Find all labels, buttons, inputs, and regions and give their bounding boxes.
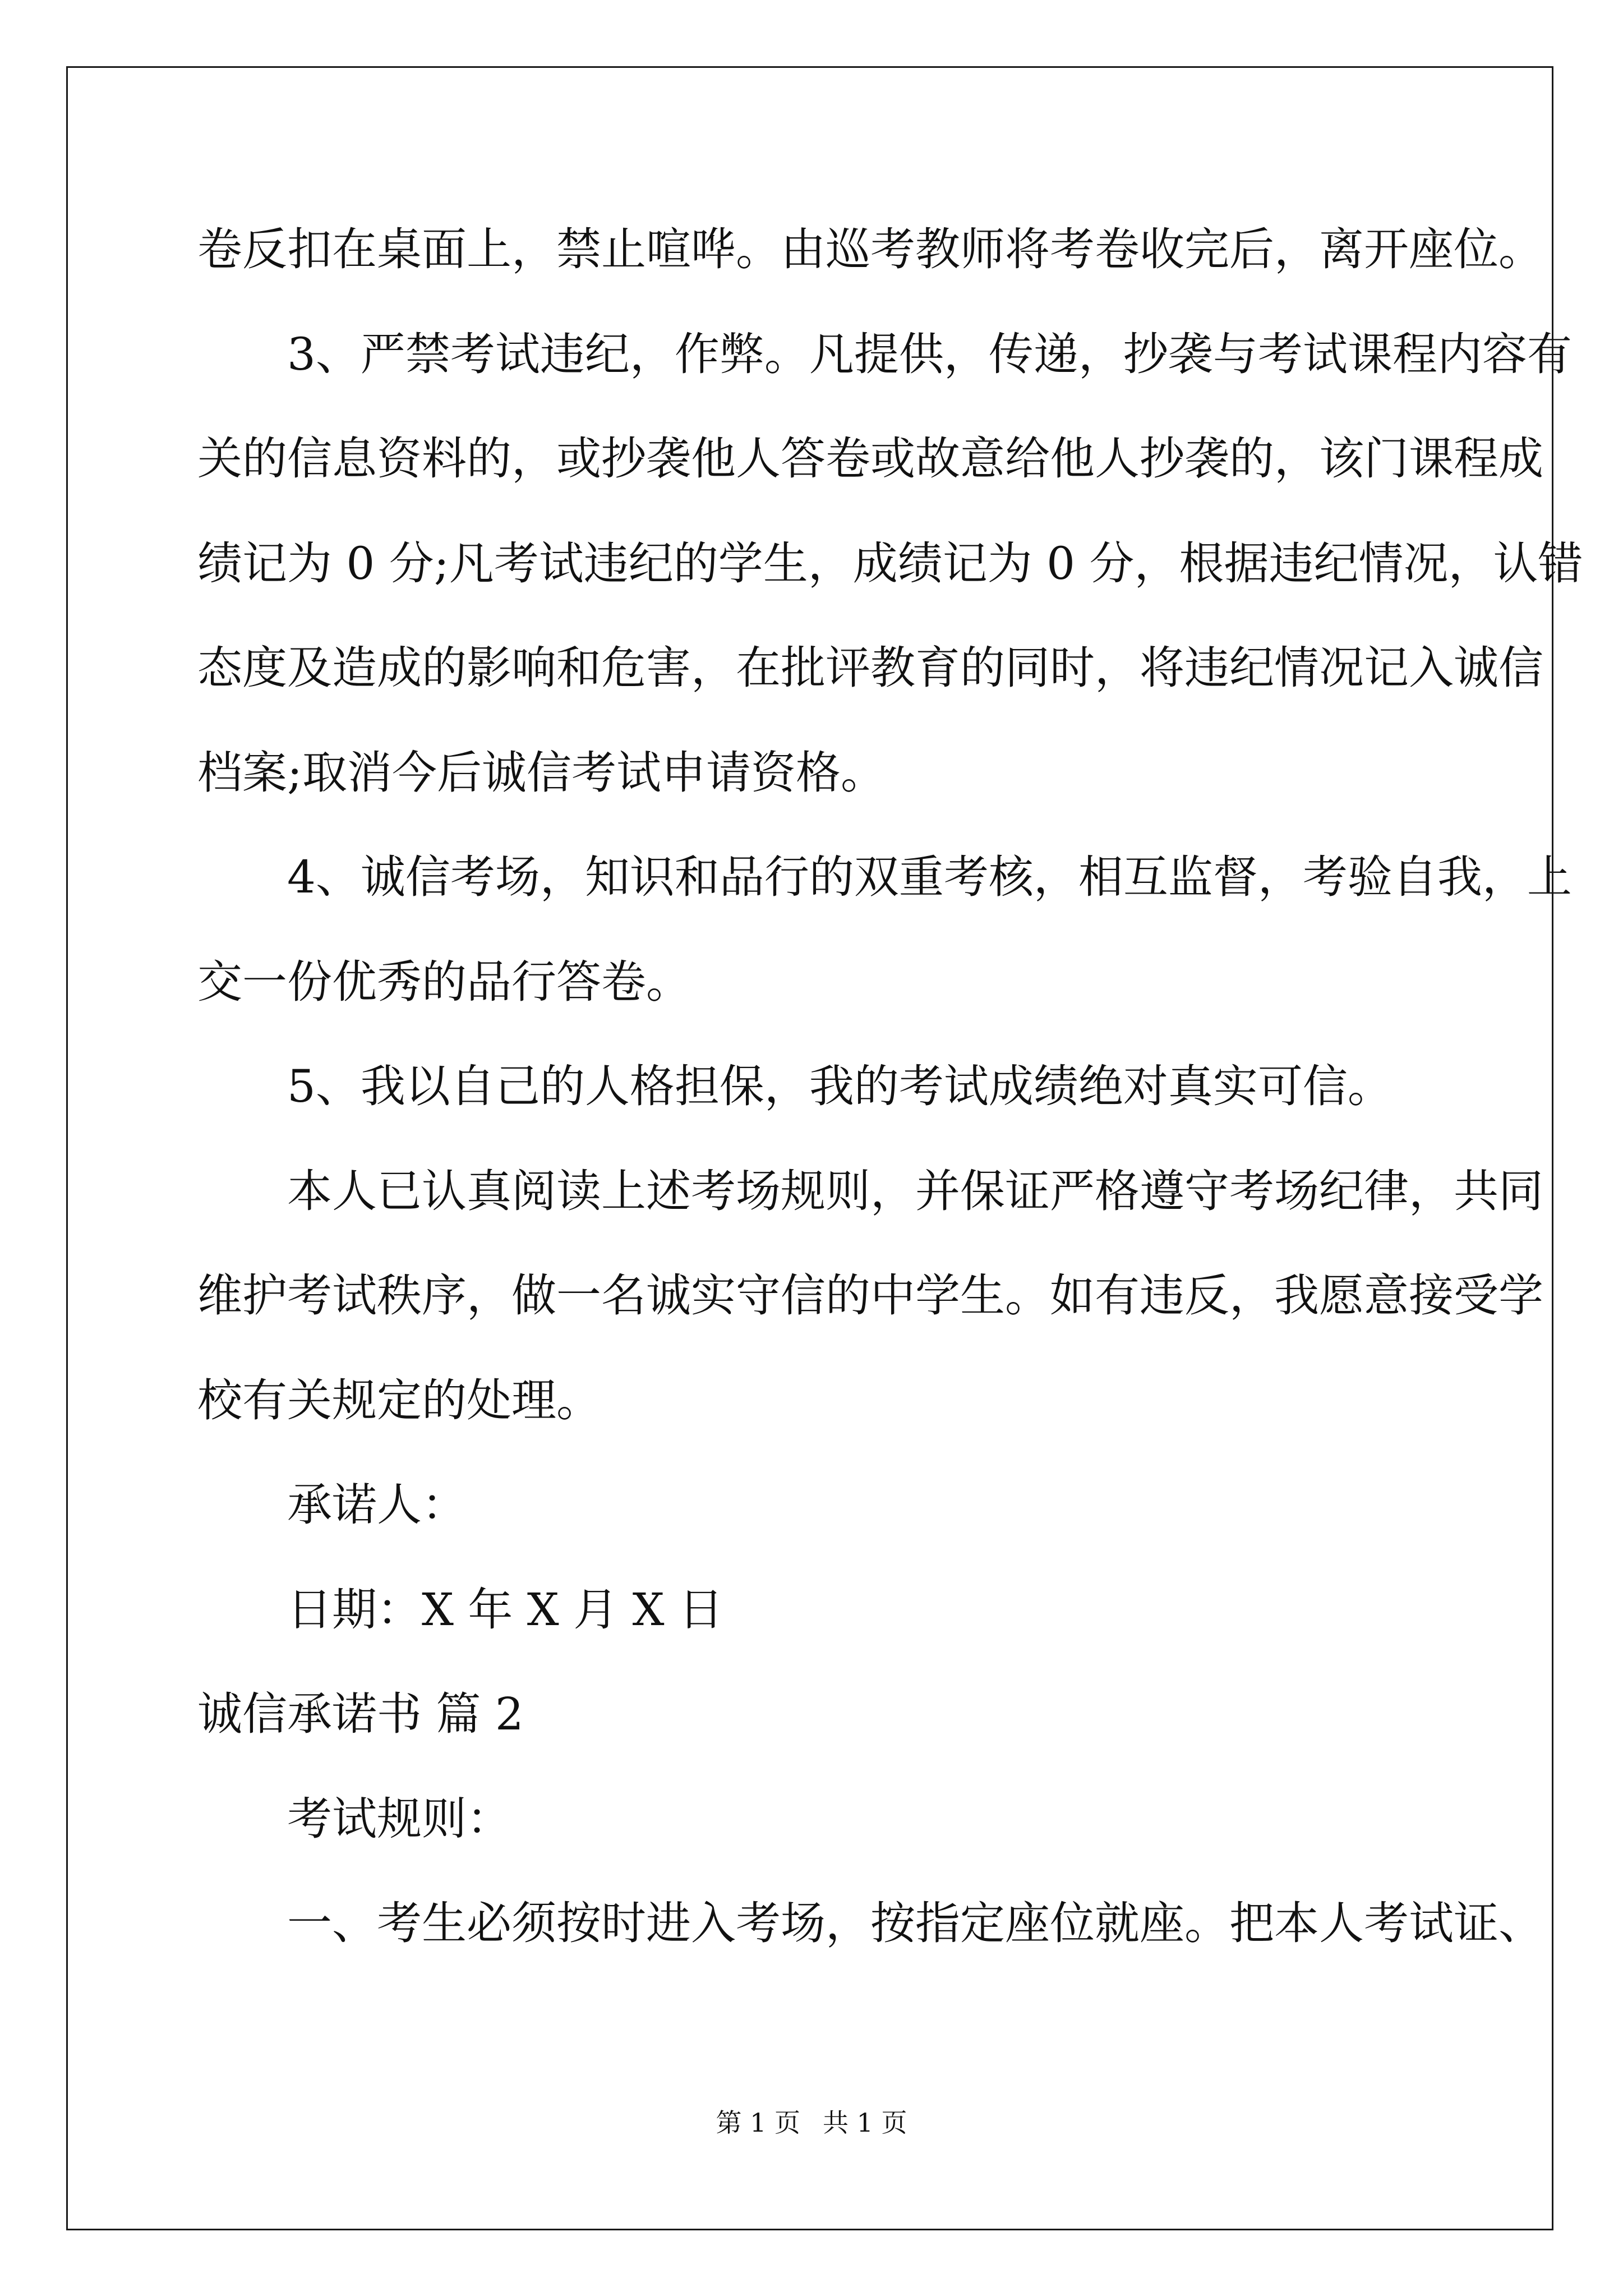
date-line: 日期：X 年 X 月 X 日 [287, 1583, 724, 1636]
text-line: 维护考试秩序，做一名诚实守信的中学生。如有违反，我愿意接受学 [197, 1269, 1543, 1322]
document-body [197, 197, 1583, 1976]
text-line: 5、我以自己的人格担保，我的考试成绩绝对真实可信。 [287, 1060, 1393, 1112]
text-line: 绩记为 0 分;凡考试违纪的学生，成绩记为 0 分，根据违纪情况，认错 [197, 537, 1583, 590]
subsection-heading: 考试规则： [287, 1792, 511, 1845]
signatory-label: 承诺人： [287, 1479, 467, 1531]
text-line: 3、严禁考试违纪，作弊。凡提供，传递，抄袭与考试课程内容有 [287, 328, 1572, 380]
text-line: 交一份优秀的品行答卷。 [197, 955, 691, 1008]
text-line: 卷反扣在桌面上，禁止喧哗。由巡考教师将考卷收完后，离开座位。 [197, 223, 1543, 275]
text-line: 一、考生必须按时进入考场，按指定座位就座。把本人考试证、 [287, 1897, 1543, 1949]
text-line: 档案;取消今后诚信考试申请资格。 [197, 746, 886, 799]
page-footer [0, 2102, 1623, 2139]
text-line: 校有关规定的处理。 [197, 1374, 601, 1427]
page-total: 共 1 页 [823, 2108, 907, 2138]
section-heading: 诚信承诺书 篇 2 [197, 1688, 524, 1740]
text-line: 本人已认真阅读上述考场规则，并保证严格遵守考场纪律，共同 [287, 1165, 1543, 1217]
text-line: 态度及造成的影响和危害，在批评教育的同时，将违纪情况记入诚信 [197, 642, 1543, 694]
text-line: 关的信息资料的，或抄袭他人答卷或故意给他人抄袭的，该门课程成 [197, 432, 1543, 485]
text-line: 4、诚信考场，知识和品行的双重考核，相互监督，考验自我，上 [287, 851, 1572, 903]
page-number: 第 1 页 [716, 2108, 800, 2138]
